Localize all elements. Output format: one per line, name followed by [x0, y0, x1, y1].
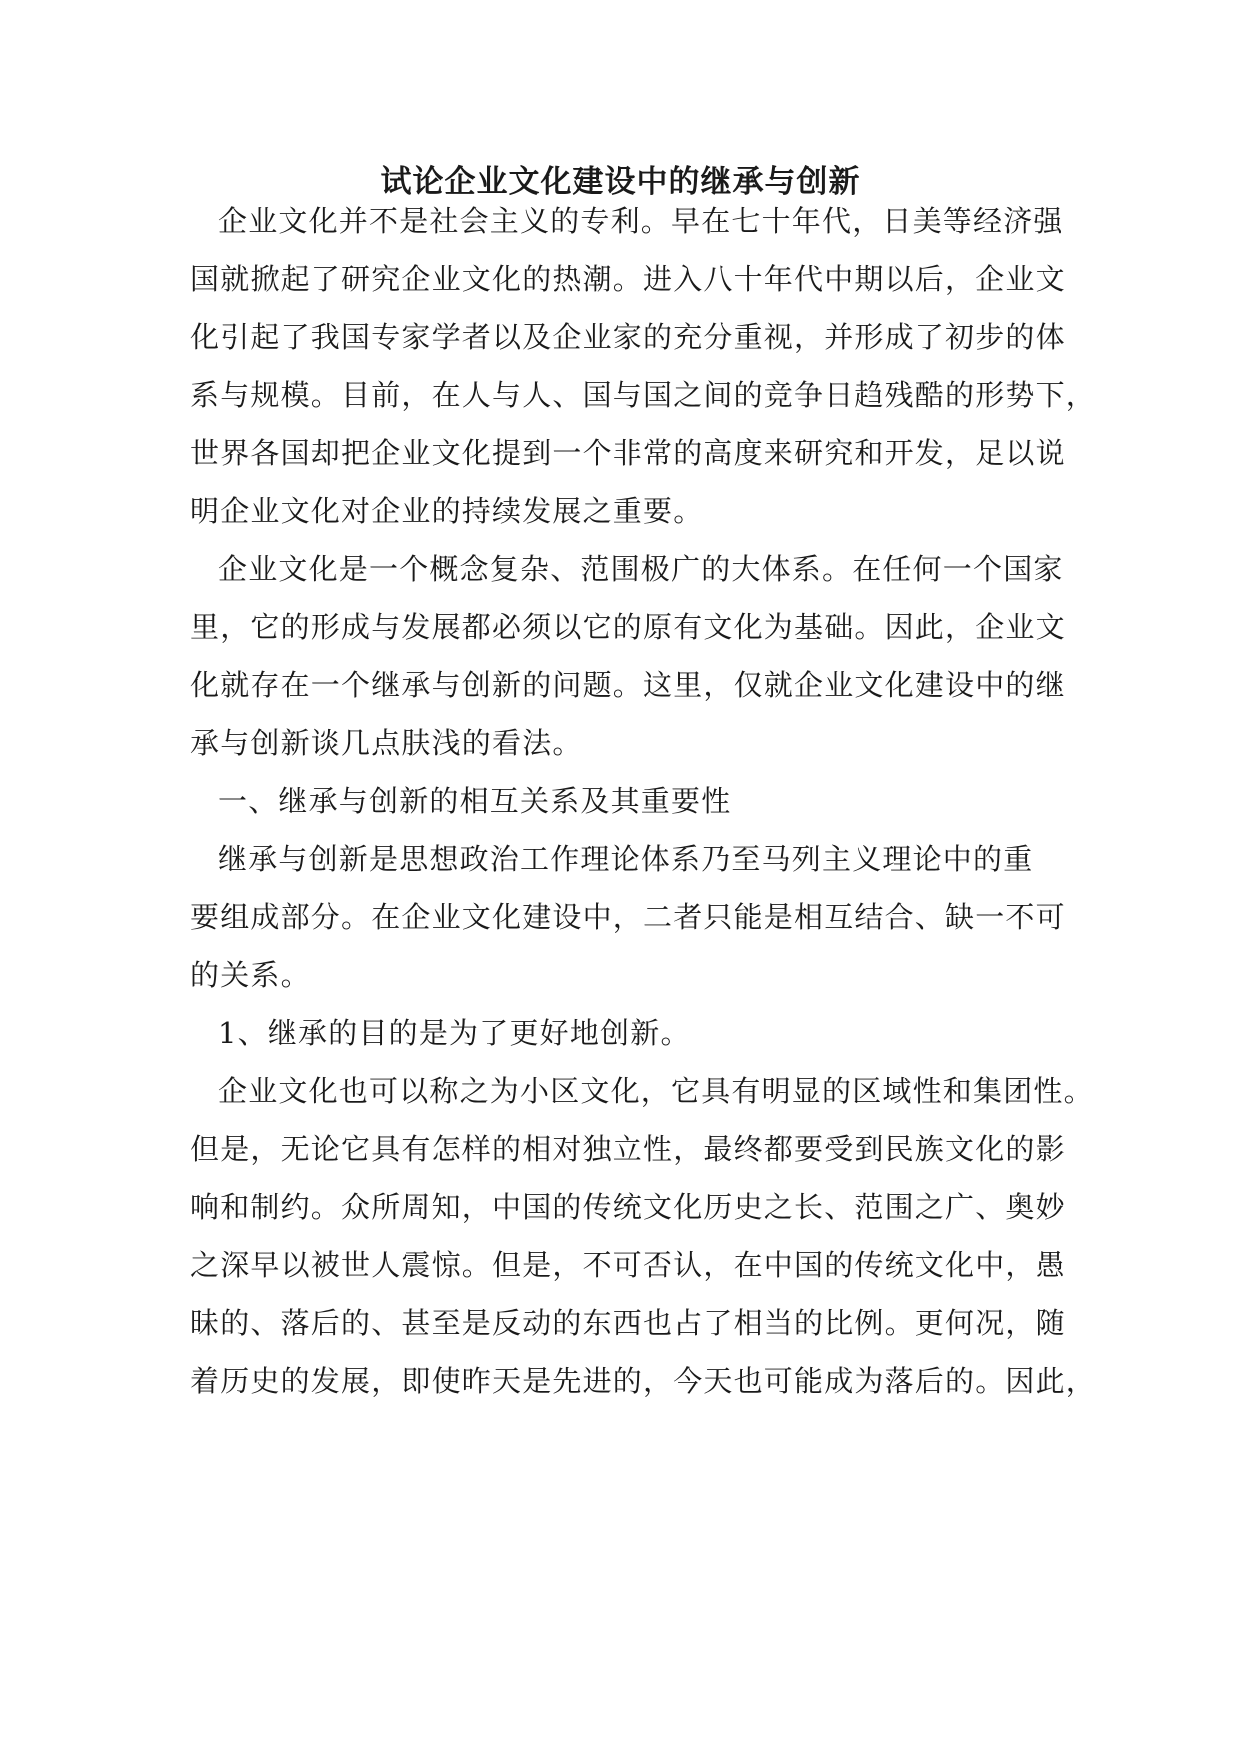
- paragraph-4-line-1: 企业文化也可以称之为小区文化，它具有明显的区域性和集团性。: [218, 1074, 1094, 1108]
- paragraph-3-line-3: 的关系。: [190, 958, 311, 992]
- paragraph-3-line-2: 要组成部分。在企业文化建设中，二者只能是相互结合、缺一不可: [190, 900, 1066, 934]
- paragraph-2-line-2: 里，它的形成与发展都必须以它的原有文化为基础。因此，企业文: [190, 610, 1066, 644]
- subheading-1: 1、继承的目的是为了更好地创新。: [218, 1016, 691, 1050]
- document-title: 试论企业文化建设中的继承与创新: [380, 164, 861, 200]
- paragraph-4-line-4: 之深早以被世人震惊。但是，不可否认，在中国的传统文化中，愚: [190, 1248, 1066, 1282]
- paragraph-1-line-4: 系与规模。目前，在人与人、国与国之间的竞争日趋残酷的形势下，: [190, 378, 1097, 412]
- paragraph-2-line-3: 化就存在一个继承与创新的问题。这里，仅就企业文化建设中的继: [190, 668, 1066, 702]
- paragraph-2-line-4: 承与创新谈几点肤浅的看法。: [190, 726, 583, 760]
- paragraph-2-line-1: 企业文化是一个概念复杂、范围极广的大体系。在任何一个国家: [218, 552, 1064, 586]
- paragraph-3-line-1: 继承与创新是思想政治工作理论体系乃至马列主义理论中的重: [218, 842, 1034, 876]
- paragraph-4-line-6: 着历史的发展，即使昨天是先进的，今天也可能成为落后的。因此，: [190, 1364, 1097, 1398]
- paragraph-1-line-6: 明企业文化对企业的持续发展之重要。: [190, 494, 704, 528]
- paragraph-4-line-2: 但是，无论它具有怎样的相对独立性，最终都要受到民族文化的影: [190, 1132, 1066, 1166]
- section-heading-1: 一、继承与创新的相互关系及其重要性: [218, 784, 732, 818]
- paragraph-4-line-5: 昧的、落后的、甚至是反动的东西也占了相当的比例。更何况，随: [190, 1306, 1066, 1340]
- paragraph-1-line-3: 化引起了我国专家学者以及企业家的充分重视，并形成了初步的体: [190, 320, 1066, 354]
- paragraph-4-line-3: 响和制约。众所周知，中国的传统文化历史之长、范围之广、奥妙: [190, 1190, 1066, 1224]
- paragraph-1-line-5: 世界各国却把企业文化提到一个非常的高度来研究和开发，足以说: [190, 436, 1066, 470]
- paragraph-1-line-2: 国就掀起了研究企业文化的热潮。进入八十年代中期以后，企业文: [190, 262, 1066, 296]
- paragraph-1-line-1: 企业文化并不是社会主义的专利。早在七十年代，日美等经济强: [218, 204, 1064, 238]
